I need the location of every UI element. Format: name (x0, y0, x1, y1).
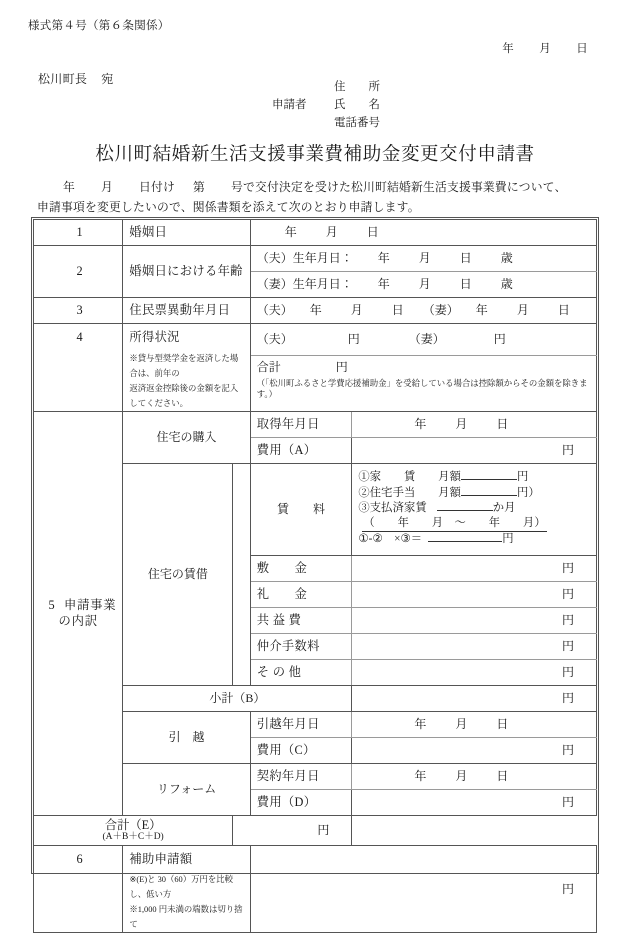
row4-husband-yen: 円 (347, 332, 360, 347)
purchase-cost-yen: 円 (561, 443, 574, 457)
rent-line2-unit: 円） (516, 486, 540, 499)
moving-group-label: 引 越 (123, 711, 250, 763)
rent-label: 賃 料 (250, 463, 352, 555)
moving-date-year: 年 (414, 717, 427, 731)
applicant-address-row (272, 78, 380, 96)
lease-item-value-2[interactable] (352, 607, 597, 633)
row4-total-yen: 円 (335, 359, 348, 374)
purchase-date-label: 取得年月日 (250, 411, 352, 437)
row3-w-day: 日 (557, 303, 570, 318)
row4-husband-label: （夫） (256, 332, 293, 347)
row3-label: 住民票異動年月日 (123, 298, 250, 324)
row2-index: 2 (34, 246, 123, 298)
lease-item-unit-2: 円 (561, 613, 574, 627)
lease-item-label-3: 仲介手数料 (250, 633, 352, 659)
body-paragraph (37, 177, 597, 217)
rent-line5-unit: 円 (502, 533, 514, 546)
purchase-cost-label: 費用（A） (250, 437, 352, 463)
lease-item-unit-4: 円 (561, 665, 574, 679)
row4-total-label: 合計 (256, 359, 281, 374)
purchase-date-month: 月 (455, 417, 468, 431)
row4-spouse-income[interactable] (250, 324, 596, 356)
row4-note-right: （「松川町ふるさと学費応援補助金」を受給している場合は控除額からその金額を除きます。） (256, 378, 588, 400)
row6-label: 補助申請額 (129, 851, 193, 866)
row5-index: 5 (48, 597, 56, 612)
table-row-subsidy-amount (34, 845, 597, 933)
lease-item-label-2: 共 益 費 (250, 607, 352, 633)
lease-subtotal-yen: 円 (561, 691, 574, 705)
row1-year: 年 (284, 225, 297, 240)
row5-label-cell (34, 411, 123, 815)
lease-item-unit-1: 円 (561, 587, 574, 601)
row2-w-day: 日 (459, 277, 472, 292)
decision-number-label: 第 (193, 180, 205, 194)
purchase-date-year: 年 (414, 417, 427, 431)
rent-line2-label: ②住宅手当 月額 (358, 486, 461, 499)
row2-w-age: 歳 (500, 277, 513, 292)
row1-day: 日 (366, 225, 379, 240)
moving-date-label: 引越年月日 (250, 711, 352, 737)
applicant-block (272, 78, 380, 132)
rent-calculation-cell[interactable] (352, 463, 597, 555)
date-year-label: 年 (502, 43, 514, 55)
reform-group-label: リフォーム (123, 763, 250, 815)
table-row-marriage-date (34, 220, 597, 246)
row2-h-year: 年 (377, 251, 390, 266)
row6-note-line-2: ※1,000 円未満の端数は切り捨て (129, 905, 243, 930)
submission-date-line (502, 40, 588, 56)
row4-label: 所得状況 (129, 330, 180, 344)
moving-cost-yen: 円 (561, 743, 574, 757)
date-day-label: 日 (576, 43, 588, 55)
row2-wife-value[interactable] (250, 272, 596, 298)
purchase-group-label: 住宅の購入 (123, 411, 250, 463)
row3-w-month: 月 (516, 303, 529, 318)
grand-total-label: 合計（E） (104, 817, 162, 832)
lease-item-unit-3: 円 (561, 639, 574, 653)
purchase-date-value[interactable] (352, 411, 597, 437)
applicant-phone-label: 電話番号 (334, 117, 380, 129)
rent-line3-blank[interactable] (437, 510, 493, 511)
lease-spacer-column (233, 463, 250, 685)
lease-item-value-4[interactable] (352, 659, 597, 685)
rent-period: （ 年 月 ～ 年 月） (362, 516, 546, 532)
reform-date-year: 年 (414, 769, 427, 783)
lease-subtotal-label: 小計（B） (123, 685, 352, 711)
lease-item-label-1: 礼 金 (250, 581, 352, 607)
row3-h-day: 日 (391, 303, 404, 318)
lease-group-label: 住宅の賃借 (123, 463, 233, 685)
body-line-1-tail: 号で交付決定を受けた松川町結婚新生活支援事業費について、 (231, 180, 567, 194)
row6-yen: 円 (561, 881, 574, 896)
row1-value[interactable] (250, 220, 596, 246)
row3-husband-label: （夫） (256, 303, 293, 318)
rent-calc-line-1 (358, 470, 590, 485)
table-row-income-detail (34, 324, 597, 356)
decision-day-label: 日付け (139, 180, 175, 194)
moving-date-value[interactable] (352, 711, 597, 737)
moving-date-month: 月 (455, 717, 468, 731)
document-title: 松川町結婚新生活支援事業費補助金変更交付申請書 (95, 145, 535, 165)
row4-wife-label: （妻） (408, 332, 445, 347)
lease-item-label-0: 敷 金 (250, 555, 352, 581)
decision-year-label: 年 (63, 180, 75, 194)
application-form-table (33, 219, 597, 933)
row2-wife-label: （妻）生年月日： (256, 277, 353, 292)
moving-cost-value[interactable] (352, 737, 597, 763)
row4-note-line-2: 返済返金控除後の金額を記入してください。 (129, 383, 239, 408)
row2-h-month: 月 (418, 251, 431, 266)
row3-wife-label: （妻） (422, 303, 459, 318)
row1-label: 婚姻日 (123, 220, 250, 246)
table-row-grand-total (34, 815, 597, 845)
reform-cost-label: 費用（D） (250, 789, 352, 815)
reform-date-month: 月 (455, 769, 468, 783)
row3-h-month: 月 (350, 303, 363, 318)
row2-label: 婚姻日における年齢 (123, 246, 250, 298)
addressee (38, 70, 114, 87)
row2-w-month: 月 (418, 277, 431, 292)
row1-month: 月 (325, 225, 338, 240)
applicant-label: 申請者 (272, 99, 307, 111)
body-line-1 (37, 177, 597, 197)
body-line-2: 申請事項を変更したいので、関係書類を添えて次のとおり申請します。 (37, 200, 420, 214)
rent-line5-label: ①-② ×③＝ (358, 533, 423, 546)
rent-calc-line-2 (358, 486, 590, 501)
row6-index: 6 (34, 845, 123, 933)
rent-calc-line-3 (358, 501, 590, 516)
moving-cost-label: 費用（C） (250, 737, 352, 763)
row4-label-cell (123, 324, 250, 412)
rent-line3-unit: か月 (492, 501, 516, 514)
rent-calc-line-4 (358, 516, 590, 532)
lease-subtotal-value[interactable] (352, 685, 597, 711)
lease-item-unit-0: 円 (561, 561, 574, 575)
lease-item-value-3[interactable] (352, 633, 597, 659)
row2-w-year: 年 (377, 277, 390, 292)
row4-wife-yen: 円 (493, 332, 506, 347)
lease-item-label-4: そ の 他 (250, 659, 352, 685)
rent-line1-label: ①家 賃 月額 (358, 471, 461, 484)
form-number: 様式第４号（第６条関係） (28, 20, 170, 32)
purchase-date-day: 日 (496, 417, 509, 431)
rent-line3-label: ③支払済家賃 (358, 501, 427, 514)
row2-husband-value[interactable] (250, 246, 596, 272)
table-row-residence-change (34, 298, 597, 324)
row4-index: 4 (34, 324, 123, 412)
row2-h-day: 日 (459, 251, 472, 266)
rent-line5-blank[interactable] (428, 541, 502, 542)
row4-note-line-1: ※貸与型奨学金を返済した場合は、前年の (129, 353, 239, 378)
row6-note-line-1: ※(E)と 30（60）万円を比較し、低い方 (129, 875, 233, 900)
date-month-label: 月 (539, 43, 551, 55)
table-row-age-husband (34, 246, 597, 272)
reform-cost-value[interactable] (352, 789, 597, 815)
applicant-phone-row (272, 114, 380, 132)
grand-total-formula: (A＋B＋C＋D) (102, 831, 164, 842)
rent-line1-blank[interactable] (461, 479, 517, 480)
row2-husband-label: （夫）生年月日： (256, 251, 353, 266)
row3-index: 3 (34, 298, 123, 324)
applicant-name-label: 氏 名 (334, 99, 380, 111)
moving-date-day: 日 (496, 717, 509, 731)
grand-total-yen: 円 (317, 823, 330, 838)
lease-item-value-0[interactable] (352, 555, 597, 581)
purchase-cost-value[interactable] (352, 437, 597, 463)
row3-h-year: 年 (309, 303, 322, 318)
lease-item-value-1[interactable] (352, 581, 597, 607)
applicant-address-label: 住 所 (334, 81, 380, 93)
reform-date-label: 契約年月日 (250, 763, 352, 789)
reform-date-value[interactable] (352, 763, 597, 789)
rent-line2-blank[interactable] (461, 495, 517, 496)
rent-line1-unit: 円 (516, 471, 529, 484)
row5-label-line-2: の内訳 (58, 614, 98, 629)
row4-total-cell[interactable] (250, 355, 596, 411)
rent-calc-line-5 (358, 532, 590, 547)
grand-total-label-cell (34, 815, 233, 845)
addressee-name: 松川町長 (38, 72, 88, 86)
grand-total-value[interactable] (233, 815, 352, 845)
row3-value[interactable] (250, 298, 596, 324)
addressee-suffix: 宛 (101, 72, 114, 86)
row1-index: 1 (34, 220, 123, 246)
row3-w-year: 年 (475, 303, 488, 318)
reform-cost-yen: 円 (561, 795, 574, 809)
table-row-purchase-date (34, 411, 597, 437)
reform-date-day: 日 (496, 769, 509, 783)
row6-label-cell (123, 845, 250, 933)
row2-h-age: 歳 (500, 251, 513, 266)
row5-label-line-1: 申請事業 (64, 597, 117, 612)
row6-value[interactable] (250, 845, 596, 933)
applicant-name-row (272, 96, 380, 114)
decision-month-label: 月 (101, 180, 113, 194)
